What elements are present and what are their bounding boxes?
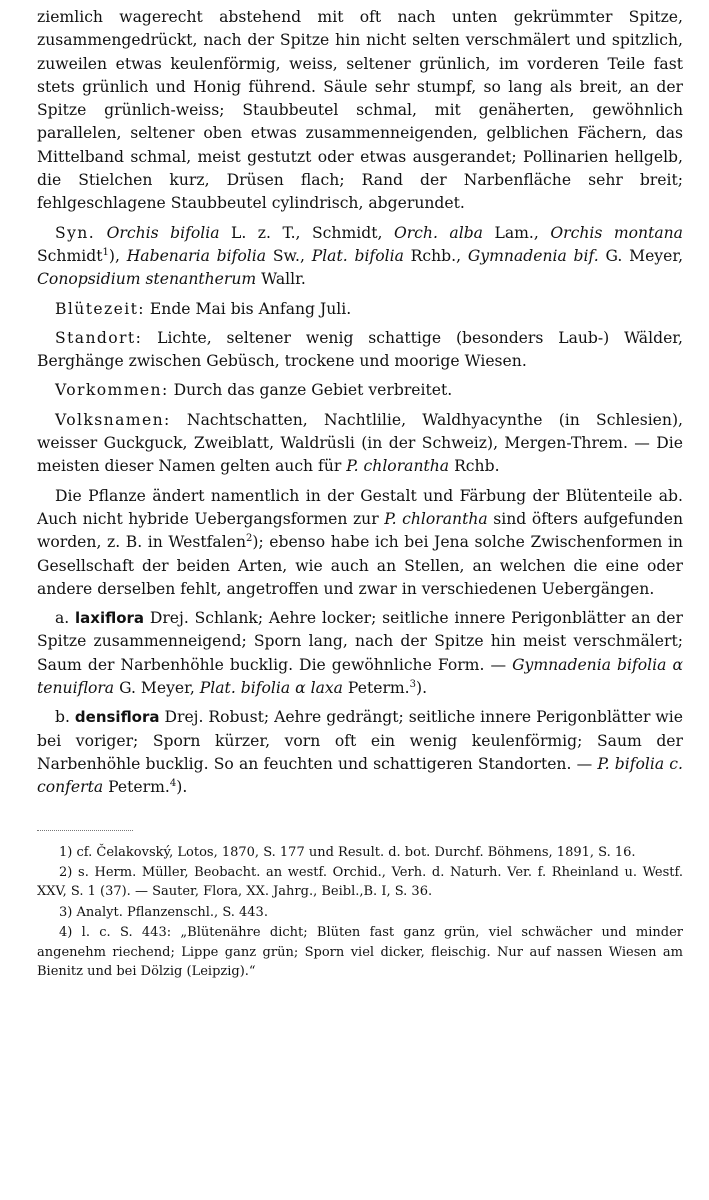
text-run: Schmidt — [37, 246, 103, 265]
variety-name: densiflora — [74, 708, 160, 727]
variety-letter: b. — [55, 708, 75, 727]
text-run: Drej. Robust; Aehre gedrängt; seitliche innere Perigonblätter wie bei voriger; Sporn kürzer, vorn oft ein wenig keulenförmig; Saum der Narbenhöhle bucklig. So an feuchten und schattigeren Standorten. — — [37, 708, 683, 773]
common-names-paragraph — [37, 409, 683, 479]
text-run: ). — [416, 679, 428, 698]
taxon-name: P. bifolia c. conferta — [37, 754, 683, 797]
variety-laxiflora-paragraph — [37, 607, 683, 700]
text-run: sind öfters aufgefunden worden, z. B. in Westfalen — [37, 509, 683, 552]
taxon-name: Plat. bifolia α laxa — [199, 679, 343, 698]
text-run: Rchb. — [449, 457, 500, 476]
text-run: G. Meyer, — [114, 679, 200, 698]
footnote-ref: 2 — [245, 533, 253, 545]
text-run: G. Meyer, — [598, 246, 684, 265]
footnote-1: 1) cf. Čelakovský, Lotos, 1870, S. 177 und Result. d. bot. Durchf. Böhmens, 1891, S. 16. — [59, 844, 636, 860]
footnote-ref: 1 — [102, 246, 109, 258]
text-run: Ende Mai bis Anfang Juli. — [144, 299, 352, 318]
footnote-ref: 4 — [169, 778, 177, 790]
footnote-3: 3) Analyt. Pflanzenschl., S. 443. — [59, 904, 268, 920]
taxon-name: Orchis bifolia — [106, 223, 220, 242]
synonyms-label: Syn. — [55, 223, 96, 242]
text-run: L. z. T., Schmidt, — [219, 223, 394, 242]
habitat-paragraph — [37, 327, 683, 374]
occurrence-label: Vorkommen: — [55, 381, 169, 400]
taxon-name: Conopsidium stenantherum — [37, 270, 257, 289]
footnote-divider — [37, 830, 133, 831]
footnote-2: 2) s. Herm. Müller, Beobacht. an westf. Orchid., Verh. d. Naturh. Ver. f. Rheinland u. Westf. XXV, S. 1 (37). — Sauter, Flora, XX. Jahrg., Beibl.,B. I, S. 36. — [37, 864, 683, 900]
taxon-name: Habenaria bifolia — [126, 246, 267, 265]
variety-letter: a. — [55, 609, 76, 628]
flowering-time-paragraph — [37, 298, 683, 321]
main-text — [37, 6, 683, 800]
footnote-4: 4) l. c. S. 443: „Blütenähre dicht; Blüten fast ganz grün, viel schwächer und minder angenehm riechend; Lippe ganz grün; Sporn viel dicker, fleischig. Nur auf nassen Wiesen am Bienitz und bei Dölzig (Leipzig).“ — [37, 925, 683, 979]
text-run: Lichte, seltener wenig schattige (besonders Laub-) Wälder, Berghänge zwischen Gebüsch, trockene und moorige Wiesen. — [37, 328, 683, 371]
taxon-name: Orch. alba — [393, 223, 483, 242]
text-run: Durch das ganze Gebiet verbreitet. — [168, 381, 453, 400]
common-names-label: Volksnamen: — [55, 410, 171, 429]
taxon-name: Gymnadenia bifolia α tenuiflora — [37, 655, 684, 698]
taxon-name: Gymnadenia bif. — [467, 246, 599, 265]
text-run: Peterm. — [103, 778, 170, 797]
footnotes — [37, 843, 683, 982]
variety-name: laxiflora — [75, 609, 145, 628]
variation-paragraph — [37, 485, 683, 601]
text-run: Wallr. — [256, 270, 306, 289]
text-run: ). — [176, 778, 188, 797]
text-run: Drej. Schlank; Aehre locker; seitliche innere Perigonblätter an der Spitze zusammenneigend; Sporn lang, nach der Spitze hin meist verschmälert; Saum der Narbenhöhle bucklig. Die gewöhnliche Form. — — [37, 609, 683, 674]
taxon-name: Plat. bifolia — [311, 246, 404, 265]
description-paragraph: ziemlich wagerecht abstehend mit oft nach unten gekrümmter Spitze, zusammengedrückt, nach der Spitze hin nicht selten verschmälert und spitzlich, zuweilen etwas keulenförmig, weiss, seltener grünlich, im vorderen Teile fast stets grünlich und Honig führend. Säule sehr stumpf, so lang als breit, an der Spitze grünlich-weiss; Staubbeutel schmal, mit genäherten, gewöhnlich parallelen, seltener oben etwas zusammenneigenden, gelblichen Fächern, das Mittelband schmal, meist gestutzt oder etwas ausgerandet; Pollinarien hellgelb, die Stielchen kurz, Drüsen flach; Rand der Narbenfläche sehr breit; fehlgeschlagene Staubbeutel cylindrisch, abgerundet. — [37, 8, 683, 213]
flowering-time-label: Blütezeit: — [55, 299, 145, 318]
taxon-name: P. chlorantha — [384, 509, 488, 528]
text-run: Die Pflanze ändert namentlich in der Gestalt und Färbung der Blütenteile ab. Auch nicht hybride Uebergangsformen zur — [37, 486, 683, 528]
taxon-name: P. chlorantha — [346, 457, 450, 476]
variety-densiflora-paragraph — [37, 706, 683, 799]
habitat-label: Standort: — [55, 328, 143, 347]
text-run: ), — [108, 246, 127, 265]
taxon-name: Orchis montana — [550, 223, 683, 242]
footnote-ref: 3 — [409, 678, 417, 690]
text-run: Nachtschatten, Nachtlilie, Waldhyacynthe (in Schlesien), weisser Guckguck, Zweiblatt, Waldrüsli (in der Schweiz), Mergen-Threm. — Die meisten dieser Namen gelten auch für — [37, 410, 683, 476]
text-run: ); ebenso habe ich bei Jena solche Zwischenformen in Gesellschaft der beiden Arten, wie auch an Stellen, an welchen die eine oder andere derselben fehlt, angetroffen und zwar in verschiedenen Uebergängen. — [37, 533, 683, 598]
occurrence-paragraph — [37, 379, 683, 402]
text-run: Lam., — [482, 223, 551, 242]
synonyms-paragraph — [37, 222, 683, 292]
text-run: Peterm. — [342, 679, 410, 698]
text-run: Sw., — [266, 246, 312, 265]
text-run: Rchb., — [403, 246, 468, 265]
